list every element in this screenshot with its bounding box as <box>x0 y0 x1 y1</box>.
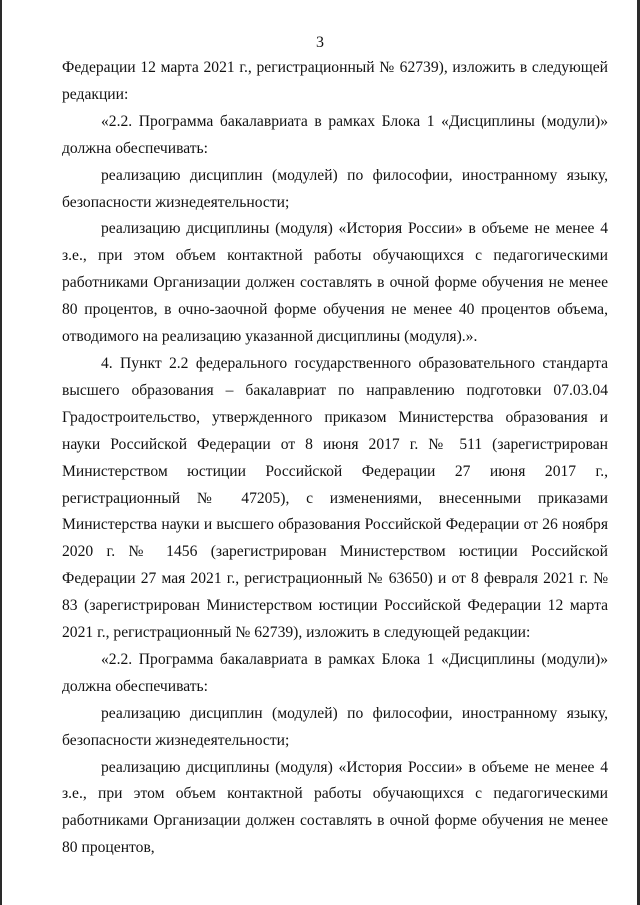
scan-border-left <box>0 0 2 905</box>
paragraph-program-requirement-2: «2.2. Программа бакалавриата в рамках Блока 1 «Дисциплины (модули)» должна обеспечивать: <box>62 650 608 695</box>
paragraph-continuation: Федерации 12 марта 2021 г., регистрационный № 62739), изложить в следующей редакции: <box>62 59 608 103</box>
page-number: 3 <box>316 34 324 51</box>
paragraph-disciplines-list: реализацию дисциплин (модулей) по философии, иностранному языку, безопасности жизнедеятельности; <box>62 166 608 211</box>
paragraph-disciplines-list-2: реализацию дисциплин (модулей) по философии, иностранному языку, безопасности жизнедеятельности; <box>62 704 608 749</box>
paragraph-history-discipline-2: реализацию дисциплины (модуля) «История России» в объеме не менее 4 з.е., при этом объем контактной работы обучающихся с педагогическими работниками Организации должен составлять в очной форме обучения не менее 80 процентов, <box>62 758 608 857</box>
paragraph-item-4: 4. Пункт 2.2 федерального государственного образовательного стандарта высшего образования – бакалавриат по направлению подготовки 07.03.04 Градостроительство, утвержденного приказом Министерства образования и науки Российской Федерации от 8 июня 2017 г. № 511 (зарегистрирован Министерством юстиции Российской Федерации 27 июня 2017 г., регистрационный № 47205), с изменениями, внесенными приказами Министерства науки и высшего образования Российской Федерации от 26 ноября 2020 г. № 1456 (зарегистрирован Министерством юстиции Российской Федерации 27 мая 2021 г., регистрационный № 63650) и от 8 февраля 2021 г. № 83 (зарегистрирован Министерством юстиции Российской Федерации 12 марта 2021 г., регистрационный № 62739), изложить в следующей редакции: <box>62 354 608 642</box>
document-body <box>62 55 608 862</box>
paragraph-history-discipline: реализацию дисциплины (модуля) «История России» в объеме не менее 4 з.е., при этом объем контактной работы обучающихся с педагогическими работниками Организации должен составлять в очной форме обучения не менее 80 процентов, в очно-заочной форме обучения не менее 40 процентов объема, отводимого на реализацию указанной дисциплины (модуля).». <box>62 220 608 346</box>
paragraph-program-requirement: «2.2. Программа бакалавриата в рамках Блока 1 «Дисциплины (модули)» должна обеспечивать: <box>62 112 608 157</box>
